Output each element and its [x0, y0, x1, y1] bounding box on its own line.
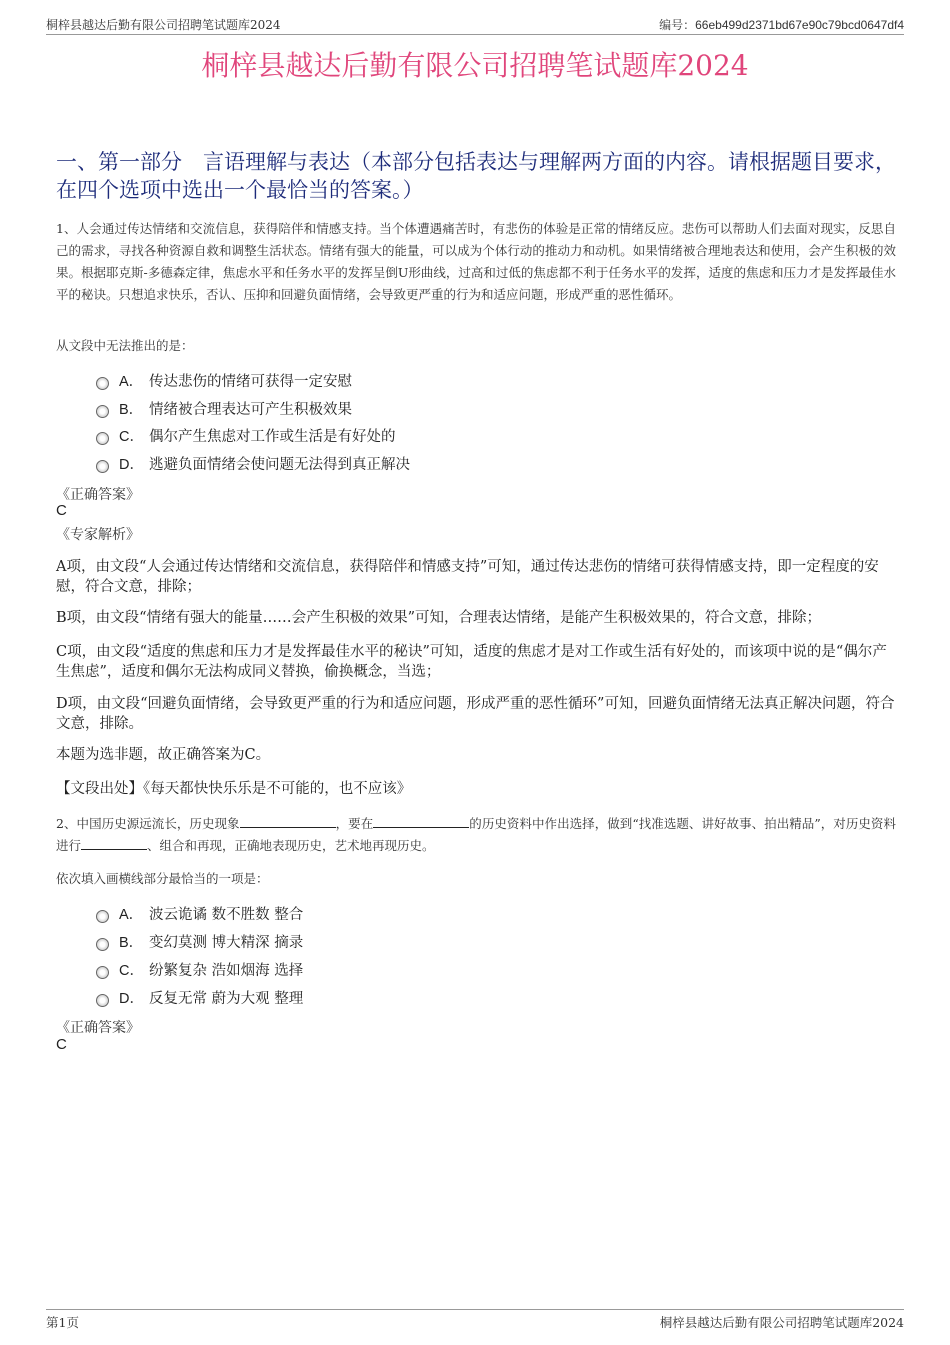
- radio-icon[interactable]: [96, 994, 109, 1007]
- q2-option-c-letter: C．: [119, 962, 144, 979]
- header-serial: [659, 16, 904, 33]
- q1-option-d[interactable]: [96, 453, 410, 473]
- q1-option-c[interactable]: [96, 425, 396, 445]
- q1-analysis-b: B项，由文段“情绪有强大的能量……会产生积极的效果”可知，合理表达情绪，是能产生积极效果的，符合文意，排除；: [56, 610, 821, 626]
- q1-option-d-text: 逃避负面情绪会使问题无法得到真正解决: [149, 456, 410, 473]
- q2-passage-part-3: 的历史资料中作出选择，做到“找准选题、讲好故事、拍出精品”，对历史资料进行: [56, 816, 896, 853]
- q2-option-b[interactable]: [96, 931, 303, 951]
- q2-option-b-letter: B．: [119, 934, 144, 951]
- radio-icon[interactable]: [96, 966, 109, 979]
- q1-option-b-text: 情绪被合理表达可产生积极效果: [149, 401, 352, 418]
- q2-passage: [56, 813, 896, 857]
- q2-option-b-text: 变幻莫测 博大精深 摘录: [149, 934, 304, 951]
- q2-option-a-letter: A．: [119, 906, 144, 923]
- q1-source: 【文段出处】《每天都快快乐乐是不可能的，也不应该》: [56, 781, 412, 797]
- q2-answer: C: [56, 1036, 67, 1053]
- q2-answer-label: 《正确答案》: [56, 1020, 140, 1036]
- q2-option-a[interactable]: [96, 903, 303, 923]
- section-heading: 一、第一部分 言语理解与表达（本部分包括表达与理解两方面的内容。请根据题目要求，在四个选项中选出一个最恰当的答案。）: [56, 150, 896, 202]
- q1-passage: 1、人会通过传达情绪和交流信息，获得陪伴和情感支持。当个体遭遇痛苦时，有悲伤的体验是正常的情绪反应。悲伤可以帮助人们去面对现实，反思自己的需求，寻找各种资源自救和调整生活状态。情绪有强大的能量，可以成为个体行动的推动力和动机。如果情绪被合理地表达和使用，会产生积极的效果。根据耶克斯-多德森定律，焦虑水平和任务水平的发挥呈倒U形曲线，过高和过低的焦虑都不利于任务水平的发挥，适度的焦虑和压力才是发挥最佳水平的秘诀。只想追求快乐，否认、压抑和回避负面情绪，会导致更严重的行为和适应问题，形成严重的恶性循环。: [56, 221, 896, 302]
- q2-option-d-letter: D．: [119, 990, 144, 1007]
- radio-icon[interactable]: [96, 377, 109, 390]
- q2-passage-part-4: 、组合和再现，正确地表现历史，艺术地再现历史。: [147, 838, 435, 853]
- q1-option-a-letter: A．: [119, 373, 144, 390]
- q1-option-b-letter: B．: [119, 401, 144, 418]
- q1-option-c-letter: C．: [119, 428, 144, 445]
- q1-analysis-a: A项，由文段“人会通过传达情绪和交流信息，获得陪伴和情感支持”可知，通过传达悲伤的情绪可获得情感支持，即一定程度的安慰，符合文意，排除；: [56, 559, 879, 595]
- q2-option-d[interactable]: [96, 987, 303, 1007]
- q1-conclusion: 本题为选非题，故正确答案为C。: [56, 747, 271, 763]
- radio-icon[interactable]: [96, 910, 109, 923]
- radio-icon[interactable]: [96, 938, 109, 951]
- page-footer: [46, 1309, 904, 1330]
- q1-option-a-text: 传达悲伤的情绪可获得一定安慰: [149, 373, 352, 390]
- q2-blank-1: [240, 817, 336, 828]
- q2-passage-part-1: 2、中国历史源远流长，历史现象: [56, 816, 240, 831]
- q2-blank-3: [81, 839, 147, 850]
- q1-analysis-d: D项，由文段“回避负面情绪，会导致更严重的行为和适应问题，形成严重的恶性循环”可知，回避负面情绪无法真正解决问题，符合文意，排除。: [56, 696, 895, 732]
- q2-option-a-text: 波云诡谲 数不胜数 整合: [149, 906, 304, 923]
- q1-option-b[interactable]: [96, 398, 352, 418]
- header-serial-label: 编号：: [659, 18, 696, 32]
- q1-analysis-c: C项，由文段“适度的焦虑和压力才是发挥最佳水平的秘诀”可知，适度的焦虑才是对工作或生活有好处的，而该项中说的是“偶尔产生焦虑”，适度和偶尔无法构成同义替换，偷换概念，当选；: [56, 644, 887, 680]
- q2-option-c-text: 纷繁复杂 浩如烟海 选择: [149, 962, 304, 979]
- q1-answer: C: [56, 502, 67, 519]
- q2-question: 依次填入画横线部分最恰当的一项是：: [56, 871, 269, 886]
- q1-option-d-letter: D．: [119, 456, 144, 473]
- q1-option-a[interactable]: [96, 370, 352, 390]
- radio-icon[interactable]: [96, 460, 109, 473]
- header-doc-title: 桐梓县越达后勤有限公司招聘笔试题库2024: [46, 18, 281, 32]
- header-serial-value: 66eb499d2371bd67e90c79bcd0647df4: [695, 18, 904, 32]
- q2-option-d-text: 反复无常 蔚为大观 整理: [149, 990, 304, 1007]
- q2-option-c[interactable]: [96, 959, 303, 979]
- q2-blank-2: [373, 817, 469, 828]
- page-header: [46, 14, 904, 35]
- q2-passage-part-2: ，要在: [335, 816, 374, 831]
- footer-doc-title: 桐梓县越达后勤有限公司招聘笔试题库2024: [659, 1315, 904, 1330]
- q1-question: 从文段中无法推出的是：: [56, 338, 194, 353]
- radio-icon[interactable]: [96, 432, 109, 445]
- radio-icon[interactable]: [96, 405, 109, 418]
- q1-answer-label: 《正确答案》: [56, 487, 140, 503]
- q1-analysis-label: 《专家解析》: [56, 527, 140, 543]
- footer-page-number: 第1页: [46, 1315, 79, 1330]
- q1-option-c-text: 偶尔产生焦虑对工作或生活是有好处的: [149, 428, 396, 445]
- page-title: 桐梓县越达后勤有限公司招聘笔试题库2024: [201, 49, 749, 82]
